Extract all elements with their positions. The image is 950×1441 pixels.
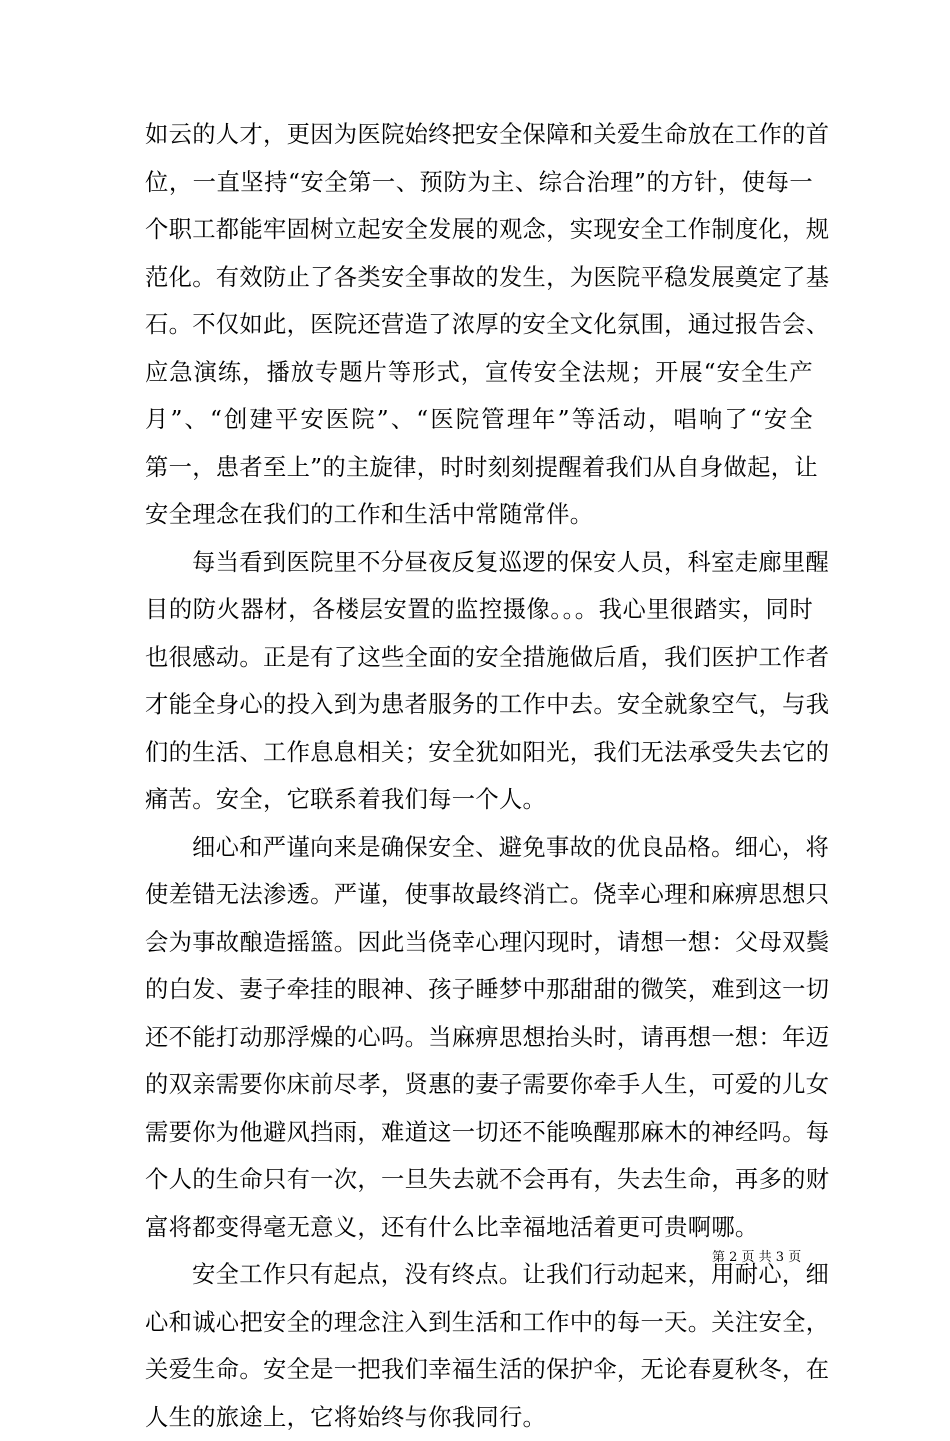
text-line: 也很感动。正是有了这些全面的安全措施做后盾，我们医护工作者 xyxy=(145,634,813,682)
text-line: 个人的生命只有一次，一旦失去就不会再有，失去生命，再多的财 xyxy=(145,1156,813,1204)
text-line: 们的生活、工作息息相关；安全犹如阳光，我们无法承受失去它的 xyxy=(145,729,813,777)
text-line: 月”、“创建平安医院”、“医院管理年”等活动，唱响了“安全 xyxy=(145,396,813,444)
paragraph-3 xyxy=(145,824,813,1252)
text-line: 的双亲需要你床前尽孝，贤惠的妻子需要你牵手人生，可爱的儿女 xyxy=(145,1061,813,1109)
paragraph-4 xyxy=(145,1251,813,1441)
text-line: 细心和严谨向来是确保安全、避免事故的优良品格。细心，将 xyxy=(145,824,813,872)
text-line: 的白发、妻子牵挂的眼神、孩子睡梦中那甜甜的微笑，难到这一切 xyxy=(145,966,813,1014)
text-line: 位，一直坚持“安全第一、预防为主、综合治理”的方针，使每一 xyxy=(145,159,813,207)
text-line: 安全理念在我们的工作和生活中常随常伴。 xyxy=(145,491,813,539)
text-line: 目的防火器材，各楼层安置的监控摄像。。。我心里很踏实，同时 xyxy=(145,586,813,634)
text-line: 如云的人才，更因为医院始终把安全保障和关爱生命放在工作的首 xyxy=(145,111,813,159)
paragraph-1 xyxy=(145,111,813,539)
text-line: 还不能打动那浮燥的心吗。当麻痹思想抬头时，请再想一想：年迈 xyxy=(145,1014,813,1062)
text-line: 使差错无法渗透。严谨，使事故最终消亡。侥幸心理和麻痹思想只 xyxy=(145,871,813,919)
text-line: 第一，患者至上”的主旋律，时时刻刻提醒着我们从自身做起，让 xyxy=(145,444,813,492)
text-line: 会为事故酿造摇篮。因此当侥幸心理闪现时，请想一想：父母双鬓 xyxy=(145,919,813,967)
text-line: 每当看到医院里不分昼夜反复巡逻的保安人员，科室走廊里醒 xyxy=(145,539,813,587)
text-line: 关爱生命。安全是一把我们幸福生活的保护伞，无论春夏秋冬，在 xyxy=(145,1346,813,1394)
text-line: 富将都变得毫无意义，还有什么比幸福地活着更可贵啊哪。 xyxy=(145,1204,813,1252)
text-line: 心和诚心把安全的理念注入到生活和工作中的每一天。关注安全， xyxy=(145,1299,813,1347)
text-line: 安全工作只有起点，没有终点。让我们行动起来，用耐心，细 xyxy=(145,1251,813,1299)
text-line: 痛苦。安全，它联系着我们每一个人。 xyxy=(145,776,813,824)
text-line: 范化。有效防止了各类安全事故的发生，为医院平稳发展奠定了基 xyxy=(145,254,813,302)
page-number-footer: 第 2 页 共 3 页 xyxy=(712,1250,801,1266)
text-line: 人生的旅途上，它将始终与你我同行。 xyxy=(145,1394,813,1441)
paragraph-2 xyxy=(145,539,813,824)
document-body xyxy=(145,111,813,1441)
text-line: 个职工都能牢固树立起安全发展的观念，实现安全工作制度化，规 xyxy=(145,206,813,254)
text-line: 石。不仅如此，医院还营造了浓厚的安全文化氛围，通过报告会、 xyxy=(145,301,813,349)
text-line: 应急演练，播放专题片等形式，宣传安全法规；开展“安全生产 xyxy=(145,349,813,397)
text-line: 才能全身心的投入到为患者服务的工作中去。安全就象空气，与我 xyxy=(145,681,813,729)
text-line: 需要你为他避风挡雨，难道这一切还不能唤醒那麻木的神经吗。每 xyxy=(145,1109,813,1157)
